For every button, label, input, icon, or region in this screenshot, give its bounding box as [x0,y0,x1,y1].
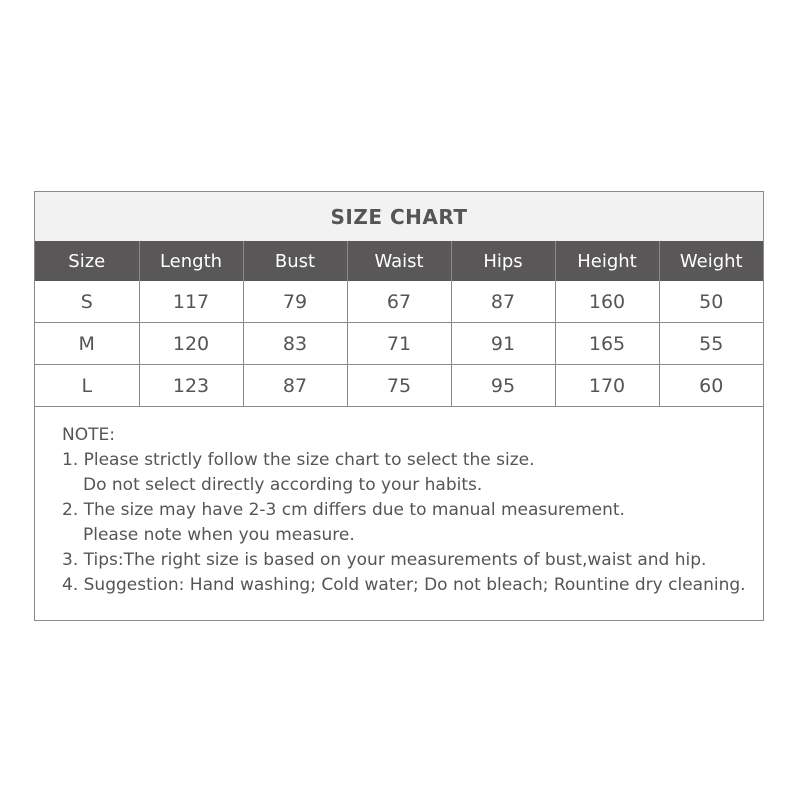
size-table [35,241,763,407]
cell-bust: 79 [243,281,347,323]
table-header-row [35,241,763,281]
cell-hips: 95 [451,365,555,407]
cell-size: M [35,323,139,365]
chart-title: SIZE CHART [35,192,763,241]
cell-length: 120 [139,323,243,365]
note-item-1: 1. Please strictly follow the size chart to select the size. [62,450,535,470]
cell-height: 160 [555,281,659,323]
cell-waist: 71 [347,323,451,365]
header-bust: Bust [243,241,347,281]
cell-hips: 87 [451,281,555,323]
cell-waist: 75 [347,365,451,407]
header-size: Size [35,241,139,281]
cell-length: 123 [139,365,243,407]
notes-section [35,407,763,598]
cell-weight: 50 [659,281,763,323]
table-row [35,323,763,365]
header-hips: Hips [451,241,555,281]
note-item-2-detail: Please note when you measure. [83,525,355,545]
cell-length: 117 [139,281,243,323]
cell-bust: 83 [243,323,347,365]
header-weight: Weight [659,241,763,281]
note-item-4: 4. Suggestion: Hand washing; Cold water; Do not bleach; Rountine dry cleaning. [62,575,746,595]
note-item-2: 2. The size may have 2-3 cm differs due to manual measurement. [62,500,625,520]
note-item-3: 3. Tips:The right size is based on your measurements of bust,waist and hip. [62,550,707,570]
cell-waist: 67 [347,281,451,323]
header-length: Length [139,241,243,281]
cell-size: L [35,365,139,407]
cell-height: 170 [555,365,659,407]
cell-height: 165 [555,323,659,365]
note-item-1-detail: Do not select directly according to your habits. [83,475,483,495]
table-row [35,281,763,323]
notes-heading: NOTE: [62,425,115,445]
cell-weight: 55 [659,323,763,365]
table-row [35,365,763,407]
header-height: Height [555,241,659,281]
size-chart [34,191,764,621]
header-waist: Waist [347,241,451,281]
cell-weight: 60 [659,365,763,407]
cell-hips: 91 [451,323,555,365]
cell-bust: 87 [243,365,347,407]
cell-size: S [35,281,139,323]
